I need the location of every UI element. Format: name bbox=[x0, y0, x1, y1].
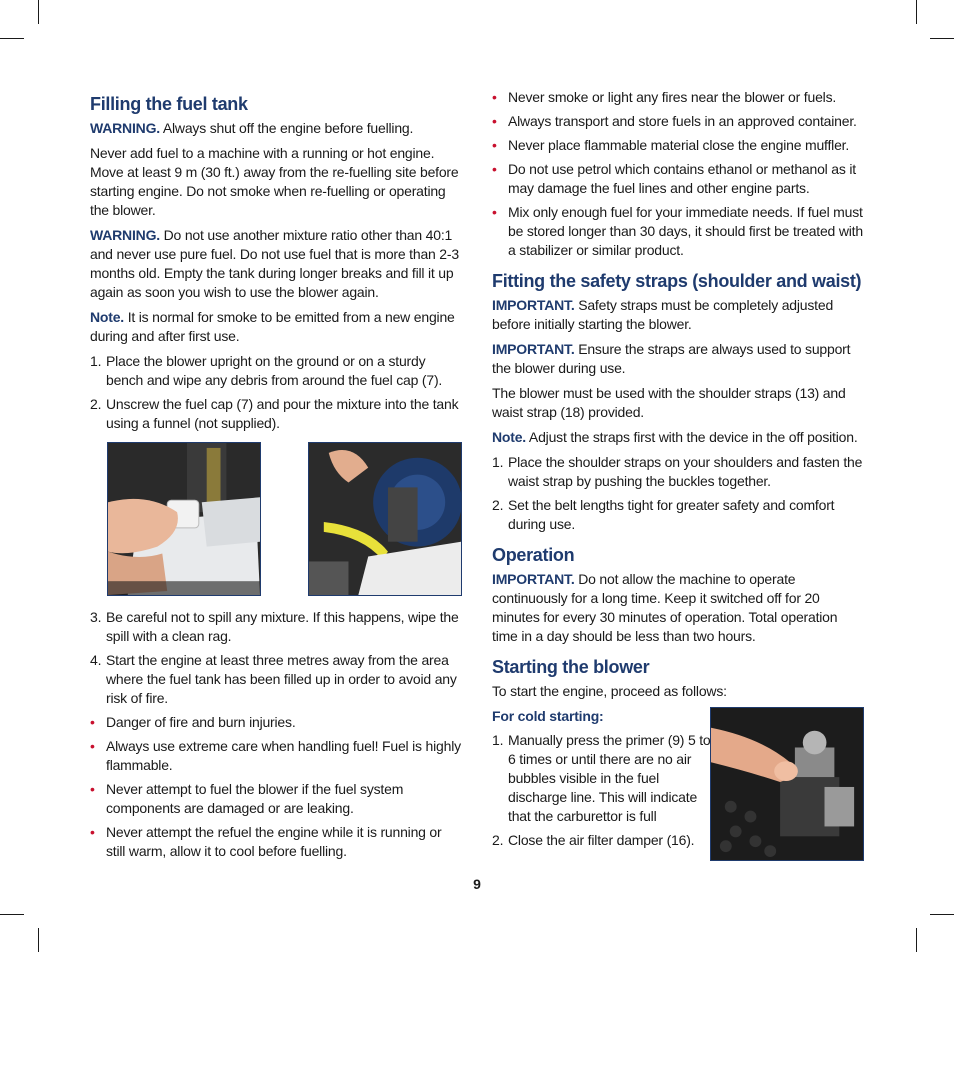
list-item: 2. Close the air filter damper (16). bbox=[492, 832, 695, 848]
warning-mixture-ratio: WARNING. Do not use another mixture ratio other than 40:1 and never use pure fuel. Do not use fuel that is more than 2-3 months old. Empty the tank during longer breaks and fill it up again as soon you wish to use the blower again. bbox=[90, 227, 459, 300]
bullet-item: • Always use extreme care when handling fuel! Fuel is highly flammable. bbox=[90, 737, 462, 775]
heading-starting-blower: Starting the blower bbox=[492, 657, 650, 677]
bullet-item: • Danger of fire and burn injuries. bbox=[90, 713, 462, 732]
cold-starting-label: For cold starting: bbox=[492, 708, 604, 724]
list-item: 2. Set the belt lengths tight for greater safety and comfort during use. bbox=[492, 497, 835, 532]
right-column bbox=[492, 88, 864, 855]
photo-primer-press bbox=[710, 707, 864, 861]
warning-shut-off: WARNING. Always shut off the engine before fuelling. bbox=[90, 120, 414, 136]
list-item: 1. Place the shoulder straps on your shoulders and fasten the waist strap by pushing the buckles together. bbox=[492, 454, 863, 489]
crop-mark bbox=[38, 0, 39, 24]
bullet-item: • Always transport and store fuels in an approved container. bbox=[492, 112, 864, 131]
bullet-item: • Do not use petrol which contains ethanol or methanol as it may damage the fuel lines and other engine parts. bbox=[492, 160, 864, 198]
paragraph-never-add-fuel: Never add fuel to a machine with a running or hot engine. Move at least 9 m (30 ft.) away from the re-fuelling site before starting engine. Do not smoke when re-fuelling or operating the blower. bbox=[90, 145, 459, 218]
heading-filling-fuel-tank: Filling the fuel tank bbox=[90, 94, 248, 114]
heading-safety-straps: Fitting the safety straps (shoulder and waist) bbox=[492, 271, 862, 291]
crop-mark bbox=[916, 928, 917, 952]
list-item: 2. Unscrew the fuel cap (7) and pour the mixture into the tank using a funnel (not supplied). bbox=[90, 396, 459, 431]
fuel-photos bbox=[90, 442, 462, 596]
cold-starting-section bbox=[492, 707, 864, 850]
bullet-item: • Never smoke or light any fires near the blower or fuels. bbox=[492, 88, 864, 107]
list-item: 1. Place the blower upright on the ground or on a sturdy bench and wipe any debris from around the fuel cap (7). bbox=[90, 353, 443, 388]
bullet-item: • Mix only enough fuel for your immediate needs. If fuel must be stored longer than 30 days, it should first be treated with a stabilizer or similar product. bbox=[492, 203, 864, 260]
crop-mark bbox=[930, 914, 954, 915]
crop-mark bbox=[38, 928, 39, 952]
photo-funnel-pour bbox=[308, 442, 462, 596]
photo-fuel-cap-image bbox=[108, 443, 260, 595]
bullet-item: • Never place flammable material close the engine muffler. bbox=[492, 136, 864, 155]
note-smoke: Note. It is normal for smoke to be emitted from a new engine during and after first use. bbox=[90, 309, 455, 344]
paragraph-straps-provided: The blower must be used with the shoulder straps (13) and waist strap (18) provided. bbox=[492, 385, 846, 420]
crop-mark bbox=[0, 38, 24, 39]
list-item: 4. Start the engine at least three metres away from the area where the fuel tank has been filled up in order to avoid any risk of fire. bbox=[90, 652, 457, 706]
heading-operation: Operation bbox=[492, 545, 575, 565]
crop-mark bbox=[930, 38, 954, 39]
list-item: 3. Be careful not to spill any mixture. If this happens, wipe the spill with a clean rag. bbox=[90, 609, 459, 644]
important-operation-time: IMPORTANT. Do not allow the machine to operate continuously for a long time. Keep it switched off for 20 minutes for every 30 minutes of operation. Total operation time in a day should be less than two hours. bbox=[492, 571, 838, 644]
note-adjust-straps: Note. Adjust the straps first with the device in the off position. bbox=[492, 429, 858, 445]
important-straps-support: IMPORTANT. Ensure the straps are always used to support the blower during use. bbox=[492, 341, 851, 376]
list-item: 1. Manually press the primer (9) 5 to 6 times or until there are no air bubbles visible in the fuel discharge line. This will indicate that the carburettor is full bbox=[492, 732, 711, 824]
important-straps-adjusted: IMPORTANT. Safety straps must be completely adjusted before initially starting the blower. bbox=[492, 297, 834, 332]
left-column bbox=[90, 88, 462, 866]
crop-mark bbox=[916, 0, 917, 24]
paragraph-start-intro: To start the engine, proceed as follows: bbox=[492, 683, 727, 699]
page-number: 9 bbox=[473, 876, 481, 892]
photo-funnel-pour-image bbox=[309, 443, 461, 595]
crop-mark bbox=[0, 914, 24, 915]
bullet-item: • Never attempt the refuel the engine while it is running or still warm, allow it to cool before fuelling. bbox=[90, 823, 462, 861]
photo-fuel-cap bbox=[107, 442, 261, 596]
bullet-item: • Never attempt to fuel the blower if the fuel system components are damaged or are leaking. bbox=[90, 780, 462, 818]
photo-primer-press-image bbox=[711, 708, 863, 860]
